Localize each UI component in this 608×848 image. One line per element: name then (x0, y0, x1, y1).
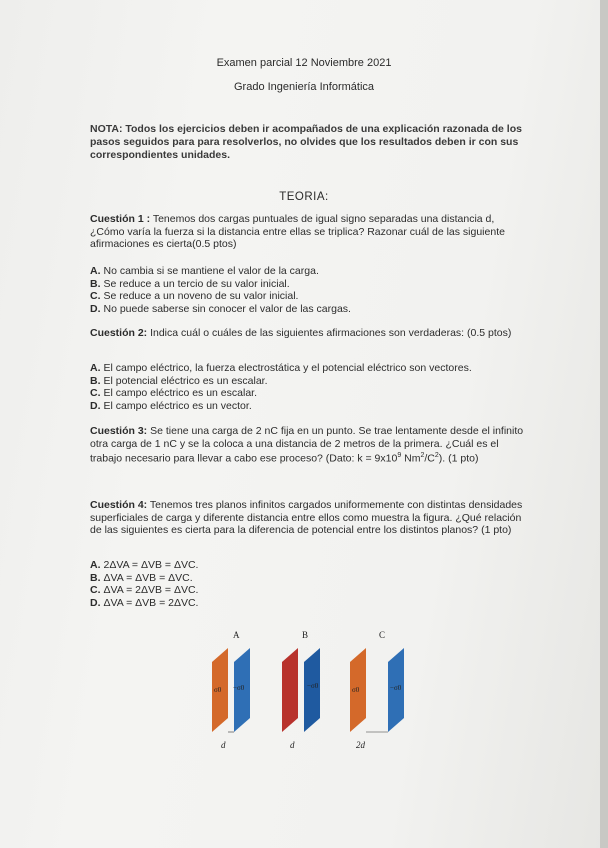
plane-b-neg-label: −σ0 (307, 682, 319, 690)
figure-label-b: B (302, 630, 309, 640)
q1-option-b: B. Se reduce a un tercio de su valor inicial. (90, 277, 290, 290)
figure-label-c: C (379, 630, 386, 640)
plane-b-positive (282, 648, 298, 732)
nota-text: NOTA: Todos los ejercicios deben ir acompañados de una explicación razonada de los pasos seguidos para para resolverlos, no olvides que los resultados deben ir con sus correspondientes unidades. (90, 123, 522, 161)
q2-option-c: C. El campo eléctrico es un escalar. (90, 387, 257, 399)
question-4-text: Tenemos tres planos infinitos cargados uniformemente con distintas densidades superficiales de carga y diferente distancia entre ellos como muestra la figura. ¿Qué relación de las siguientes es cierta para la diferencia de potencial entre los distintos planos? (1 pto) (90, 499, 523, 536)
question-2-text: Indica cuál o cuáles de las siguientes afirmaciones son verdaderas: (0.5 ptos) (147, 327, 512, 339)
q4-option-b: B. ΔVA = ΔVB = ΔVC. (90, 571, 193, 584)
distance-label-b: d (290, 740, 295, 750)
distance-label-c: 2d (356, 740, 365, 750)
question-1-label: Cuestión 1 : (90, 213, 151, 225)
q1-option-a: A. No cambia si se mantiene el valor de la carga. (90, 265, 319, 277)
question-1-options (90, 265, 530, 315)
question-2-options (90, 362, 530, 412)
question-3-label: Cuestión 3: (90, 425, 148, 437)
plane-a-pos-label: σ0 (214, 686, 222, 694)
q2-option-d: D. El campo eléctrico es un vector. (90, 399, 252, 412)
charged-planes-figure (200, 640, 420, 740)
section-heading: TEORIA: (279, 191, 329, 203)
plane-c-neg-label: −σ0 (390, 684, 402, 692)
page-edge-shadow (600, 0, 608, 848)
plane-c-pos-label: σ0 (352, 686, 360, 694)
exam-title: Examen parcial 12 Noviembre 2021 (216, 57, 392, 69)
q4-option-a: A. 2ΔVA = ΔVB = ΔVC. (90, 559, 199, 571)
question-4-label: Cuestión 4: (90, 499, 148, 511)
question-1-text: Tenemos dos cargas puntuales de igual signo separadas una distancia d, ¿Cómo varía la fuerza si la distancia entre ellas se triplica? Razonar cuál de las siguiente afirmaciones es cierta(0.5 ptos) (90, 213, 505, 250)
q1-option-c: C. Se reduce a un noveno de su valor inicial. (90, 290, 299, 302)
plane-b-negative (304, 648, 320, 732)
question-1 (90, 213, 530, 251)
question-4-options (90, 559, 530, 609)
plane-a-neg-label: −σ0 (233, 684, 245, 692)
distance-label-a: d (221, 740, 226, 750)
question-2 (90, 327, 530, 340)
figure-label-a: A (233, 630, 240, 640)
question-4 (90, 499, 530, 537)
question-2-label: Cuestión 2: (90, 327, 148, 339)
q2-option-b: B. El potencial eléctrico es un escalar. (90, 374, 268, 387)
q1-option-d: D. No puede saberse sin conocer el valor de las cargas. (90, 302, 351, 315)
question-3: Cuestión 3: Se tiene una carga de 2 nC fija en un punto. Se trae lentamente desde el infinito otra carga de 1 nC y se la coloca a una distancia de 2 metros de la primera. ¿Cuál es el trabajo necesario para llevar a cabo ese proceso? (Dato: $k = 9x10^9$ $Nm^2/C^2$). (1 pto) (90, 425, 524, 465)
exam-subtitle: Grado Ingeniería Informática (233, 81, 375, 93)
q4-option-c: C. ΔVA = 2ΔVB = ΔVC. (90, 584, 199, 596)
q2-option-a: A. El campo eléctrico, la fuerza electrostática y el potencial eléctrico son vectores. (90, 362, 472, 374)
q4-option-d: D. ΔVA = ΔVB = 2ΔVC. (90, 596, 199, 609)
